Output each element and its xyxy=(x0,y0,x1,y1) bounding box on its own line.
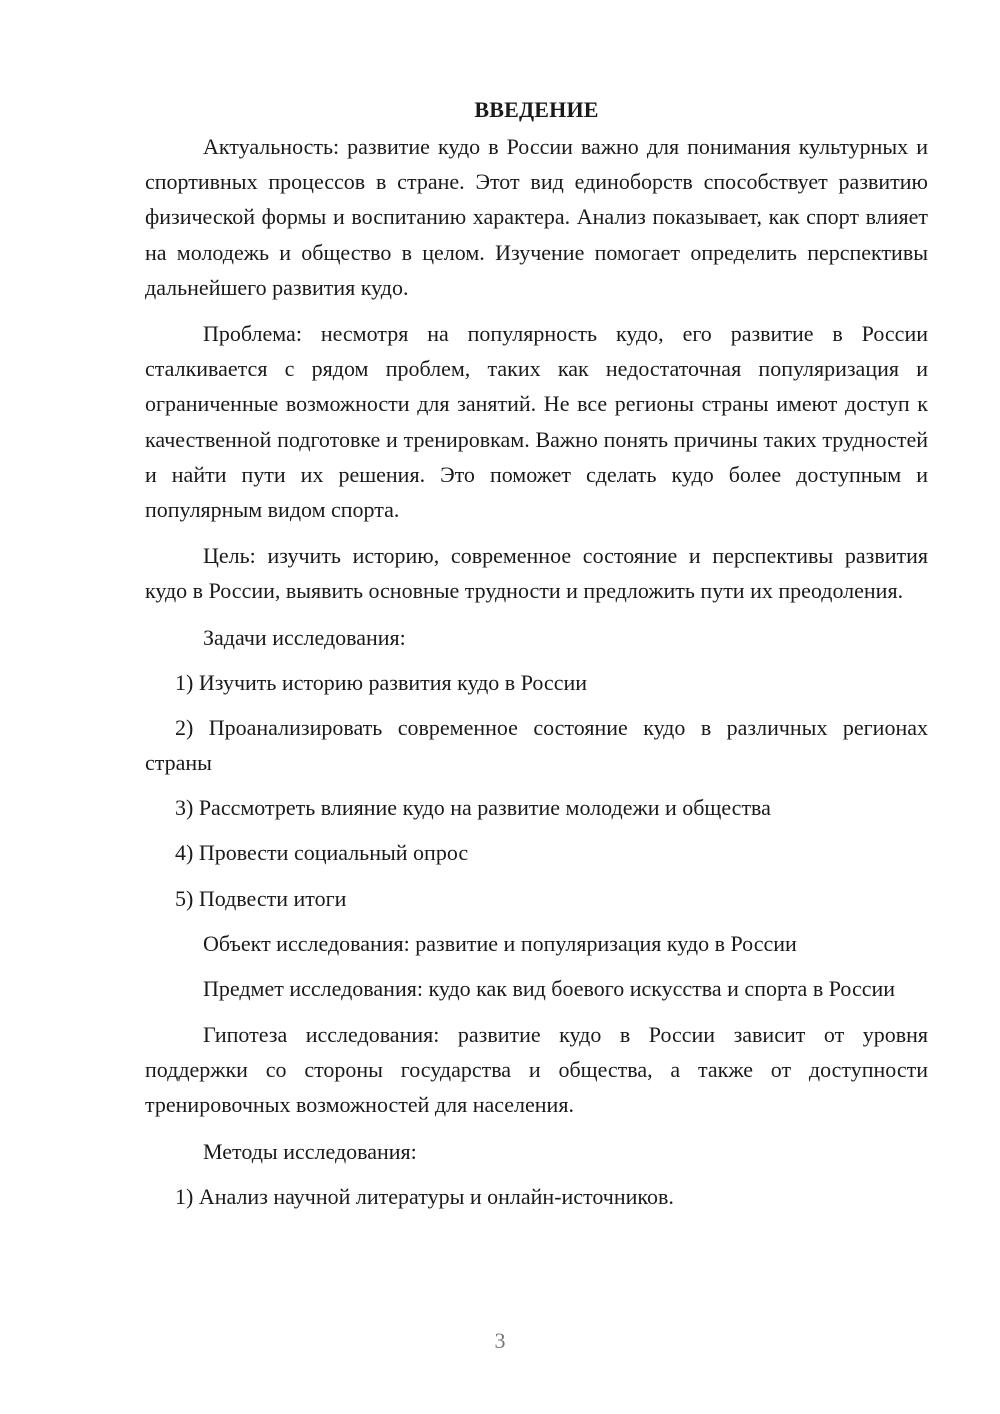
relevance-paragraph: Актуальность: развитие кудо в России важно для понимания культурных и спортивных процессов в стране. Этот вид единоборств способствует развитию физической формы и воспитанию характера. Анализ показывает, как спорт влияет на молодежь и общество в целом. Изучение помогает определить перспективы дальнейшего развития кудо. xyxy=(145,134,928,300)
task-item-2: 2) Проанализировать современное состояние кудо в различных регионах страны xyxy=(145,714,928,776)
task-item-4: 4) Провести социальный опрос xyxy=(175,840,469,866)
goal-paragraph: Цель: изучить историю, современное состояние и перспективы развития кудо в России, выявить основные трудности и предложить пути их преодоления. xyxy=(145,543,928,604)
object-paragraph: Объект исследования: развитие и популяризация кудо в России xyxy=(203,930,797,956)
task-item-3: 3) Рассмотреть влияние кудо на развитие молодежи и общества xyxy=(175,795,771,821)
method-item-1: 1) Анализ научной литературы и онлайн-источников. xyxy=(175,1183,674,1209)
task-item-1: 1) Изучить историю развития кудо в России xyxy=(175,669,588,695)
subject-paragraph: Предмет исследования: кудо как вид боевого искусства и спорта в России xyxy=(203,975,896,1001)
page-number: 3 xyxy=(494,1328,506,1353)
page-title: ВВЕДЕНИЕ xyxy=(474,97,599,122)
methods-title: Методы исследования: xyxy=(203,1138,417,1164)
task-item-5: 5) Подвести итоги xyxy=(175,885,347,911)
tasks-title: Задачи исследования: xyxy=(203,624,406,650)
page-content xyxy=(145,92,928,1224)
hypothesis-paragraph: Гипотеза исследования: развитие кудо в России зависит от уровня поддержки со стороны государства и общества, а также от доступности тренировочных возможностей для населения. xyxy=(145,1022,928,1118)
problem-paragraph: Проблема: несмотря на популярность кудо, его развитие в России сталкивается с рядом проблем, таких как недостаточная популяризация и ограниченные возможности для занятий. Не все регионы страны имеют доступ к качественной подготовке и тренировкам. Важно понять причины таких трудностей и найти пути их решения. Это поможет сделать кудо более доступным и популярным видом спорта. xyxy=(145,321,928,523)
